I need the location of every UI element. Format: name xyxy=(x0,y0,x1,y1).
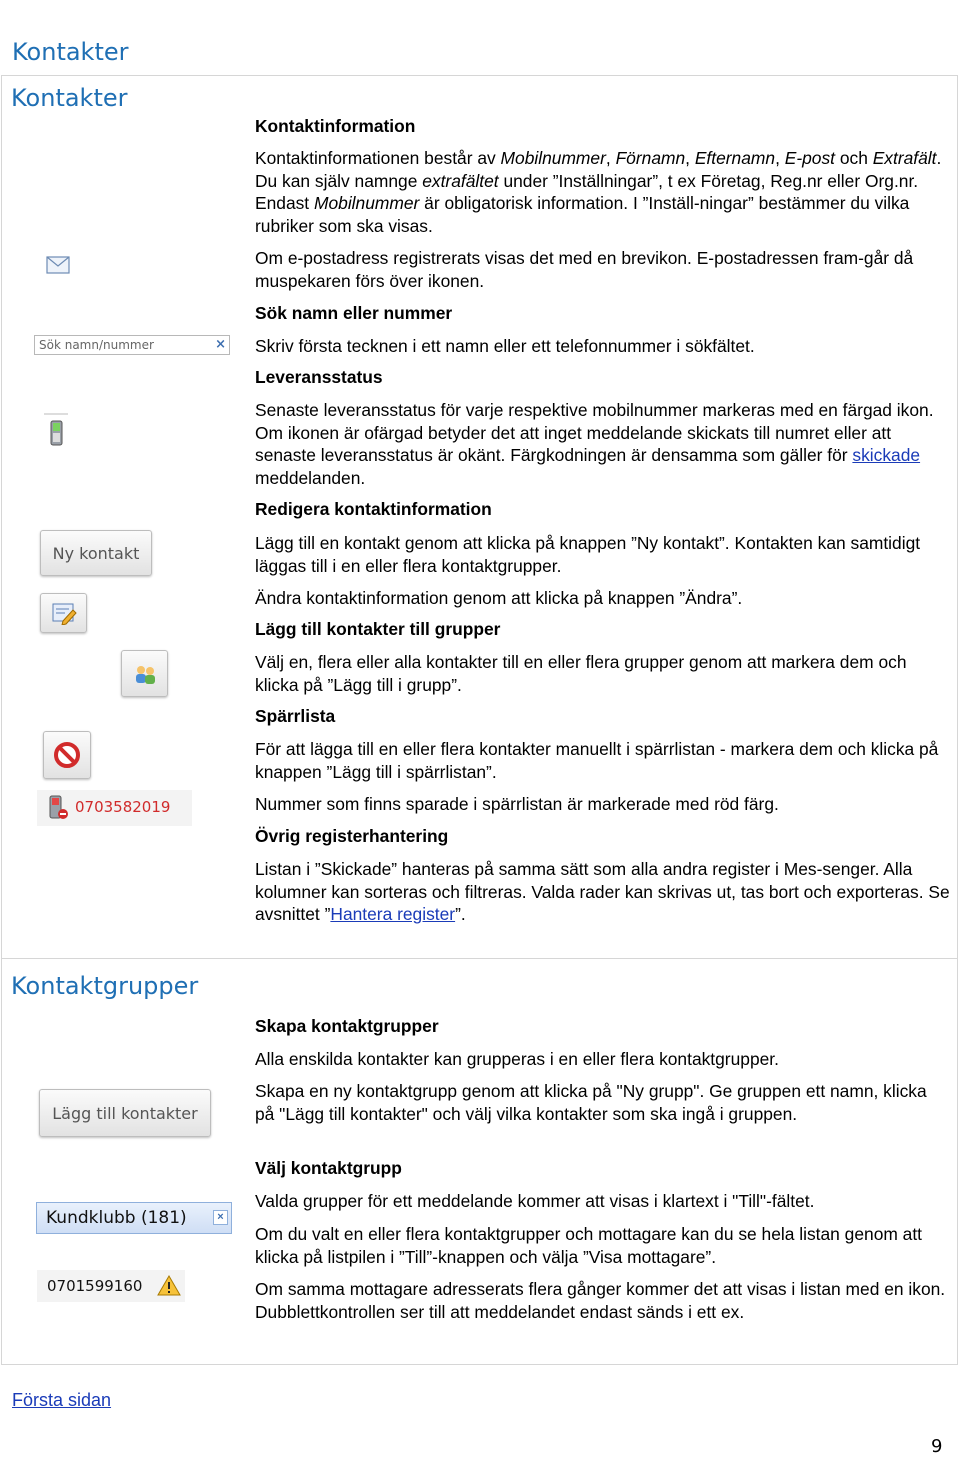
edit-contact-button[interactable] xyxy=(40,593,87,633)
paragraph-dubblett: Om samma mottagare adresserats flera gånger kommer det att visas i listan med en ikon. Dubblettkontrollen ser till att meddelandet endast sänds i ett ex. xyxy=(255,1279,946,1322)
paragraph-lagg-till-grupp: Välj en, flera eller alla kontakter till en eller flera grupper genom att markera dem och klicka på ”Lägg till i grupp”. xyxy=(255,652,907,695)
paragraph-sparr-rod: Nummer som finns sparade i spärrlistan är markerade med röd färg. xyxy=(255,794,779,814)
heading-valj: Välj kontaktgrupp xyxy=(255,1158,402,1178)
duplicate-number: 0701599160 xyxy=(47,1277,143,1295)
heading-leveransstatus: Leveransstatus xyxy=(255,367,383,387)
kontakter-section-title: Kontakter xyxy=(11,84,128,112)
remove-chip-icon[interactable]: × xyxy=(213,1210,228,1225)
warning-icon xyxy=(157,1274,181,1296)
ny-kontakt-button[interactable]: Ny kontakt xyxy=(40,530,152,576)
paragraph-sok: Skriv första tecknen i ett namn eller ett telefonnummer i sökfältet. xyxy=(255,336,755,356)
paragraph-andra: Ändra kontaktinformation genom att klicka på knappen ”Ändra”. xyxy=(255,588,743,608)
paragraph-visa-mottagare: Om du valt en eller flera kontaktgrupper och mottagare kan du se hela listan genom att klicka på listpilen i ”Till”-knappen och välja ”Visa mottagare”. xyxy=(255,1224,923,1267)
paragraph-ny-kontakt: Lägg till en kontakt genom att klicka på knappen ”Ny kontakt”. Kontakten kan samtidigt läggas till i en eller flera kontaktgrupper. xyxy=(255,533,921,576)
heading-lagg-till-grupper: Lägg till kontakter till grupper xyxy=(255,619,501,639)
block-icon xyxy=(53,741,81,769)
block-button[interactable] xyxy=(43,731,91,779)
group-icon xyxy=(132,661,158,687)
kontaktgrupper-section-title: Kontaktgrupper xyxy=(11,972,199,1000)
heading-ovrig: Övrig registerhantering xyxy=(255,826,449,846)
heading-sparrlista: Spärrlista xyxy=(255,706,336,726)
page-title: Kontakter xyxy=(12,38,129,66)
heading-redigera: Redigera kontaktinformation xyxy=(255,499,492,519)
envelope-icon[interactable] xyxy=(46,256,70,274)
paragraph-ovrig: Listan i ”Skickade” hanteras på samma sätt som alla andra register i Mes-senger. Alla kolumner kan sorteras och filtreras. Valda rader kan skrivas ut, tas bort och exporteras. Se avsnittet ”Hantera register”. xyxy=(255,859,950,925)
paragraph-epost: Om e-postadress registrerats visas det med en brevikon. E-postadressen fram-går då muspekaren förs över ikonen. xyxy=(255,248,914,291)
paragraph-grupperas: Alla enskilda kontakter kan grupperas i en eller flera kontaktgrupper. xyxy=(255,1049,779,1069)
group-chip[interactable] xyxy=(36,1202,232,1234)
link-skickade[interactable]: skickade xyxy=(852,445,921,466)
mobile-phone-icon xyxy=(44,413,68,447)
paragraph-till-falt: Valda grupper för ett meddelande kommer att visas i klartext i "Till"-fältet. xyxy=(255,1191,815,1211)
paragraph-ny-grupp: Skapa en ny kontaktgrupp genom att klicka på "Ny grupp". Ge gruppen ett namn, klicka på "Lägg till kontakter" och välj vilka kontakter som ska ingå i gruppen. xyxy=(255,1081,927,1124)
group-chip-label: Kundklubb (181) xyxy=(46,1208,187,1228)
blocked-number: 0703582019 xyxy=(75,798,171,816)
heading-skapa: Skapa kontaktgrupper xyxy=(255,1016,439,1036)
heading-kontaktinformation: Kontaktinformation xyxy=(255,116,416,136)
clear-icon[interactable]: × xyxy=(215,337,226,352)
search-input[interactable]: Sök namn/nummer × xyxy=(34,335,230,355)
heading-sok: Sök namn eller nummer xyxy=(255,303,453,323)
add-to-group-button[interactable] xyxy=(121,650,168,697)
link-hantera-register[interactable]: Hantera register xyxy=(330,904,456,925)
paragraph-leveransstatus: Senaste leveransstatus för varje respektive mobilnummer markeras med en färgad ikon. Om ikonen är ofärgad betyder det att inget meddelande skickats till numret eller att senaste leveransstatus är okänt. Färgkodningen är densamma som gäller för skickade meddelanden. xyxy=(255,400,934,488)
paragraph-sparrlista: För att lägga till en eller flera kontakter manuellt i spärrlistan - markera dem och klicka på knappen ”Lägg till i spärrlistan”. xyxy=(255,739,939,782)
paragraph-kontaktinfo: Kontaktinformationen består av Mobilnummer, Förnamn, Efternamn, E-post och Extrafält. Du kan själv namnge extrafältet under ”Inställningar”, t ex Företag, Reg.nr eller Org.nr. Endast Mobilnummer är obligatorisk information. I ”Inställ-ningar” bestämmer du vilka rubriker som ska visas. xyxy=(255,148,942,236)
lagg-till-kontakter-button[interactable]: Lägg till kontakter xyxy=(39,1089,211,1137)
first-page-link[interactable]: Första sidan xyxy=(12,1390,112,1410)
blocked-phone-icon xyxy=(46,795,70,821)
duplicate-number-row xyxy=(37,1270,185,1302)
blocked-number-row xyxy=(37,790,192,826)
edit-icon xyxy=(51,601,77,625)
page-number: 9 xyxy=(931,1436,943,1457)
